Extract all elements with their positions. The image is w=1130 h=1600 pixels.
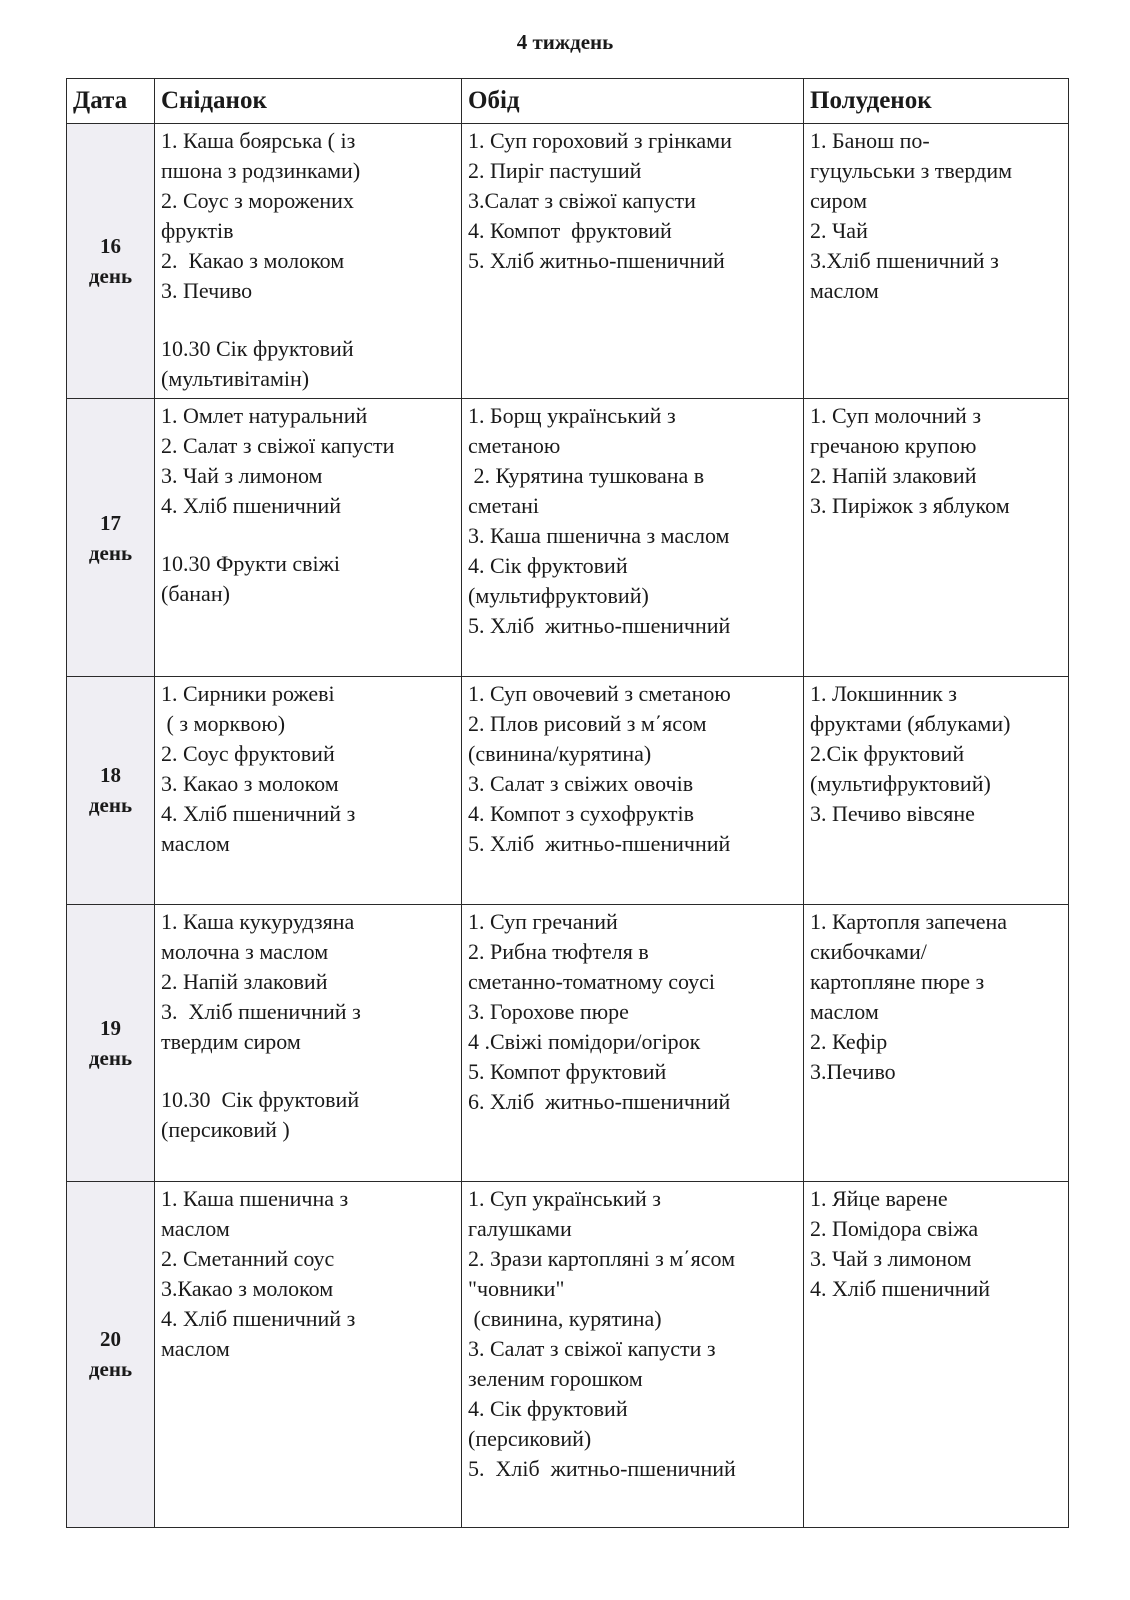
menu-line: скибочками/ [810, 938, 927, 964]
day-row [67, 904, 1069, 1181]
menu-line: твердим сиром [161, 1028, 301, 1054]
menu-line: 5. Компот фруктовий [468, 1058, 667, 1084]
menu-line: пшона з родзинками) [161, 158, 361, 183]
menu-line: 3. Салат з свіжих овочів [468, 771, 694, 797]
lunch-cell [462, 1181, 804, 1527]
menu-line: 3.Салат з свіжої капусти [468, 188, 696, 213]
menu-line: 4. Сік фруктовий [468, 1395, 628, 1421]
menu-line: 3.Какао з молоком [161, 1275, 334, 1301]
menu-line: 1. Каша пшенична з [161, 1185, 349, 1211]
menu-line: 2. Курятина тушкована в [468, 463, 705, 489]
day-number: 18 [100, 763, 121, 788]
menu-line: 4. Хліб пшеничний [161, 493, 342, 519]
menu-line: 3. Хліб пшеничний з [161, 998, 361, 1024]
snack-cell [804, 124, 1069, 399]
menu-line: 4 .Свіжі помідори/огірок [468, 1028, 701, 1054]
menu-line: 1. Борщ український з [468, 403, 676, 429]
menu-line: 6. Хліб житньо-пшеничний [468, 1088, 731, 1114]
lunch-cell [462, 677, 804, 904]
menu-line: 1. Каша боярська ( із [161, 128, 356, 153]
menu-line-extra: (мультивітамін) [161, 366, 310, 391]
menu-line: 2. Какао з молоком [161, 248, 345, 273]
day-row [67, 399, 1069, 677]
day-cell [67, 904, 155, 1181]
menu-line: (мультифруктовий) [810, 771, 991, 797]
menu-line: фруктів [161, 218, 234, 243]
menu-line: (свинина, курятина) [468, 1305, 662, 1331]
day-cell [67, 1181, 155, 1527]
menu-line: 2.Сік фруктовий [810, 741, 965, 767]
menu-line: 5. Хліб житньо-пшеничний [468, 613, 731, 639]
menu-line: "човники" [468, 1275, 565, 1301]
menu-line: 2. Соус фруктовий [161, 741, 335, 767]
menu-line: ( з морквою) [161, 711, 286, 737]
menu-line: 2. Чай [810, 218, 868, 243]
menu-line-extra: 10.30 Сік фруктовий [161, 1086, 360, 1112]
menu-line: 1. Яйце варене [810, 1185, 948, 1211]
menu-line: маслом [161, 1335, 230, 1361]
day-word: день [88, 540, 133, 565]
menu-line: 3.Печиво [810, 1058, 896, 1084]
menu-line: маслом [810, 998, 879, 1024]
menu-line: (персиковий) [468, 1425, 592, 1451]
menu-line: 3.Хліб пшеничний з [810, 248, 999, 273]
menu-line: 1. Суп український з [468, 1185, 661, 1211]
menu-line: 4. Хліб пшеничний з [161, 1305, 356, 1331]
day-number: 20 [100, 1327, 121, 1352]
breakfast-cell [155, 677, 462, 904]
menu-line: зеленим горошком [468, 1365, 643, 1391]
menu-line: маслом [161, 1215, 230, 1241]
menu-line: 3. Печиво [161, 278, 253, 303]
menu-line: 1. Суп гороховий з грінками [468, 128, 732, 153]
header-snack: Полуденок [804, 79, 1069, 124]
menu-line: 1. Каша кукурудзяна [161, 908, 355, 934]
menu-line: 1. Картопля запечена [810, 908, 1008, 934]
menu-line: 1. Омлет натуральний [161, 403, 368, 429]
day-row [67, 1181, 1069, 1527]
menu-line: 3. Каша пшенична з маслом [468, 523, 730, 549]
menu-line: гуцульськи з твердим [810, 158, 1013, 183]
menu-line: сметані [468, 493, 539, 519]
spacer [161, 306, 461, 334]
menu-line: 3. Печиво вівсяне [810, 801, 975, 827]
menu-table [66, 78, 1069, 1528]
menu-line: сметанно-томатному соусі [468, 968, 716, 994]
snack-cell [804, 399, 1069, 677]
menu-line-extra: 10.30 Фрукти свіжі [161, 551, 340, 577]
menu-line: 2. Зрази картопляні з м΄ясом [468, 1245, 735, 1271]
snack-cell [804, 904, 1069, 1181]
menu-line: сиром [810, 188, 868, 213]
header-breakfast: Сніданок [155, 79, 462, 124]
day-word: день [88, 793, 133, 818]
menu-line: 1. Сирники рожеві [161, 681, 335, 707]
day-number: 17 [100, 510, 121, 535]
menu-line: 1. Суп молочний з [810, 403, 982, 429]
lunch-cell [462, 124, 804, 399]
menu-line-extra: (персиковий ) [161, 1116, 290, 1142]
day-number: 16 [100, 234, 121, 259]
menu-line: молочна з маслом [161, 938, 329, 964]
menu-line: 3. Пиріжок з яблуком [810, 493, 1010, 519]
menu-line: сметаною [468, 433, 561, 459]
menu-line: 2. Напій злаковий [161, 968, 328, 994]
menu-line: 2. Салат з свіжої капусти [161, 433, 395, 459]
header-date: Дата [67, 79, 155, 124]
day-cell [67, 677, 155, 904]
menu-line: 4. Сік фруктовий [468, 553, 628, 579]
menu-line: (свинина/курятина) [468, 741, 652, 767]
day-row [67, 677, 1069, 904]
menu-line: 1. Суп гречаний [468, 908, 618, 934]
menu-line: 2. Плов рисовий з м΄ясом [468, 711, 707, 737]
menu-line: 5. Хліб житньо-пшеничний [468, 248, 725, 273]
header-lunch: Обід [462, 79, 804, 124]
breakfast-cell [155, 399, 462, 677]
day-row [67, 124, 1069, 399]
menu-line-extra: (банан) [161, 581, 230, 607]
menu-line: (мультифруктовий) [468, 583, 649, 609]
snack-cell [804, 677, 1069, 904]
breakfast-cell [155, 124, 462, 399]
menu-line: 3. Горохове пюре [468, 998, 629, 1024]
snack-cell [804, 1181, 1069, 1527]
breakfast-cell [155, 904, 462, 1181]
menu-line: 1. Банош по- [810, 128, 930, 153]
day-word: день [88, 1357, 133, 1382]
menu-line: маслом [810, 278, 879, 303]
menu-line: 2. Кефір [810, 1028, 888, 1054]
menu-line: 2. Рибна тюфтеля в [468, 938, 649, 964]
menu-line: 1. Суп овочевий з сметаною [468, 681, 731, 707]
menu-line: маслом [161, 831, 230, 857]
menu-line: 2. Напій злаковий [810, 463, 977, 489]
menu-line: картопляне пюре з [810, 968, 985, 994]
day-word: день [88, 1045, 133, 1070]
menu-line: 4. Хліб пшеничний [810, 1275, 991, 1301]
menu-line: 4. Хліб пшеничний з [161, 801, 356, 827]
menu-line: гречаною крупою [810, 433, 977, 459]
menu-line: 2. Соус з морожених [161, 188, 354, 213]
day-cell [67, 124, 155, 399]
menu-line: 5. Хліб житньо-пшеничний [468, 831, 731, 857]
menu-line: 2. Помідора свіжа [810, 1215, 979, 1241]
menu-line: 4. Компот з сухофруктів [468, 801, 694, 827]
day-cell [67, 399, 155, 677]
menu-line: 3. Чай з лимоном [810, 1245, 972, 1271]
day-number: 19 [100, 1015, 121, 1040]
menu-line: 3. Салат з свіжої капусти з [468, 1335, 716, 1361]
header-row [67, 79, 1069, 124]
menu-line: 4. Компот фруктовий [468, 218, 672, 243]
menu-line: 2. Сметанний соус [161, 1245, 335, 1271]
spacer [161, 521, 461, 549]
menu-line: фруктами (яблуками) [810, 711, 1011, 737]
menu-line: 2. Пиріг пастуший [468, 158, 642, 183]
lunch-cell [462, 399, 804, 677]
menu-line: 3. Чай з лимоном [161, 463, 323, 489]
menu-line-extra: 10.30 Сік фруктовий [161, 336, 354, 361]
breakfast-cell [155, 1181, 462, 1527]
day-word: день [88, 264, 133, 289]
lunch-cell [462, 904, 804, 1181]
menu-line: 1. Локшинник з [810, 681, 957, 707]
menu-line: 5. Хліб житньо-пшеничний [468, 1455, 736, 1481]
menu-line: галушками [468, 1215, 572, 1241]
page-title: 4 тиждень [516, 30, 614, 54]
menu-line: 3. Какао з молоком [161, 771, 339, 797]
spacer [161, 1057, 461, 1085]
